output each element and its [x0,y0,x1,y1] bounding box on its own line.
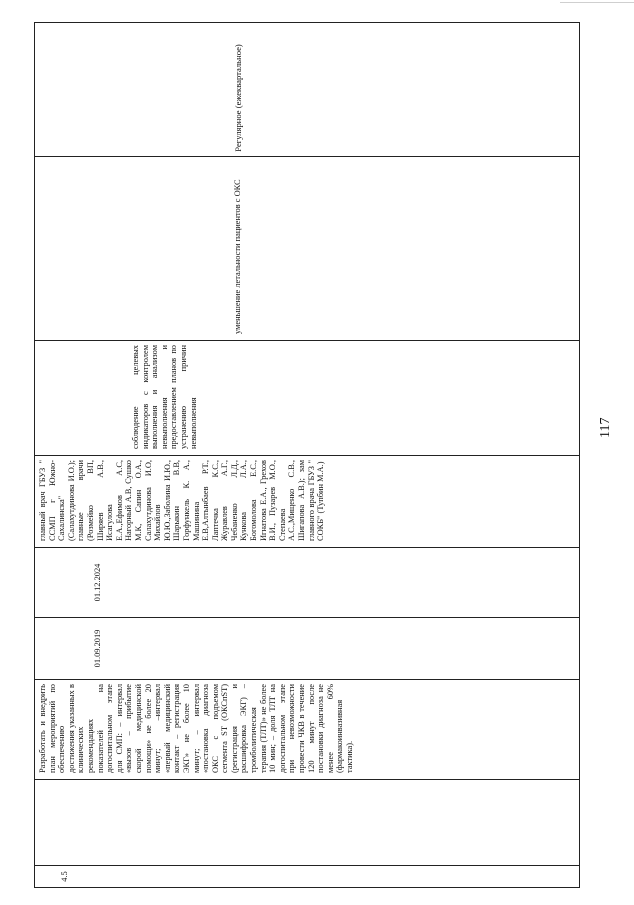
rotated-table-area [34,23,580,888]
plan-table [34,22,580,888]
start-date: 01.09.2019 [93,629,102,668]
task-cell [35,680,580,780]
start-date-cell [35,618,580,680]
row-number: 4.5 [60,871,70,882]
responsible-text: главный врач ГБУЗ " ССМП г Южно-Сахалинска" (Салахутдинова И.О.); главные врачи (Розмейко ВП, Ширяев А.В., Исагулова Е.А.,Ефимов А.С, Нагорный А.В, Сушко М.К, Сапин О.А., Салахутдинова И.О, Михайлов Ю.Ю.,Заболина И.Ю., Шарыкин В.В, Горфункель К. А., Машинина Е.В,Алтынбаев Р.Т., Лаптечка К.С., Журавлев А.Г., Чебаненко Л.Д., Кункова Л.А., Богомолова Е.С., Игнатова Е.А., Грехов В.И., Пузарев М.О., Степаева А.С.,Мищенко С.В., Шигапова А.В.); зам главного врача ГБУЗ " СОКБ" (Тупбин М.А.) [38,460,326,541]
result-text: соблюдение целевых индикаторов с контролем выполнения и анализом невыполнения и предоставлением планов по устранению причин невыполнения [131,345,198,449]
row-number-cell [35,866,580,888]
result-cell [35,341,580,456]
table-row [35,23,580,888]
responsible-cell [35,456,580,548]
task-text: Разработать и внедрить план мероприятий по обеспечению достижения указанных в клинических рекомендациях показателей на догоспитальном этапе для СМП: – интервал «вызов – прибытие скорой медицинской помощи» не более 20 минут; –интервал «первый медицинский контакт – регистрация ЭКГ» не более 10 минут; – интервал «постановка диагноза ОКС с подъемом сегмента ST (ОКСпST) (регистрация и расшифровка ЭКГ) – тромболитическая терапия (ТЛТ)» не более 10 мин; – доля ТЛТ на догоспитальном этапе при невозможности провести ЧКВ в течение 120 минут после постановки диагноза не менее 60% (фармакоинвазивная тактика). [38,684,354,773]
end-date: 01.12.2024 [93,563,102,602]
indicator-frequency-cell [35,23,580,341]
page-number: 117 [598,417,613,438]
blank-cell [35,780,580,866]
scan-artifact-line [560,2,634,3]
indicator-text: уменьшение летальности пациентов с ОКС [35,156,579,340]
frequency-text: Регулярное (ежеквартальное) [233,44,243,152]
end-date-cell [35,548,580,618]
